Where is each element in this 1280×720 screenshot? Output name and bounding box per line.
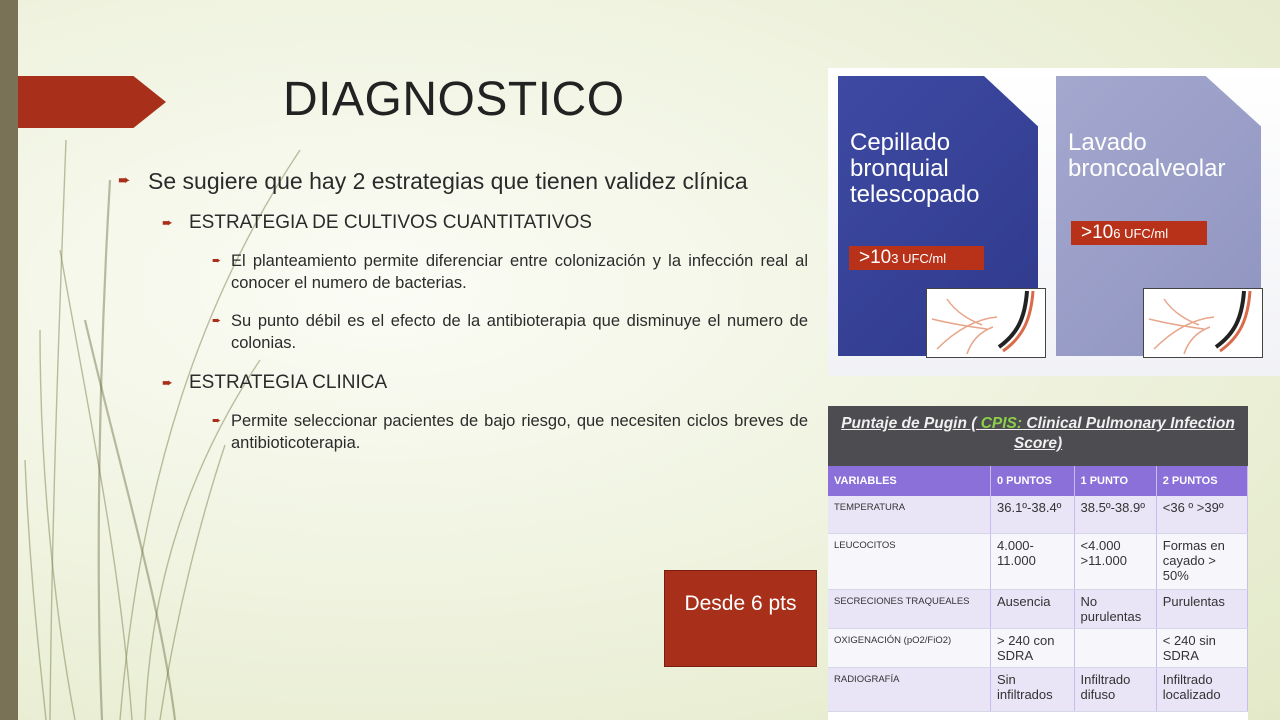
cpis-title-part: Puntaje de Pugin ( [841,415,981,432]
table-cell: TEMPERATURA [828,496,991,533]
left-accent-bar [0,0,18,720]
table-row [828,496,1248,533]
table-cell: Infiltrado localizado [1156,667,1247,711]
brushing-title: Cepillado bronquial telescopado [850,129,980,208]
slide-title: DIAGNOSTICO [283,73,625,126]
tag-unit: 6 UFC/ml [1113,226,1169,241]
bullet-arrow-icon: ➨ [212,255,222,267]
bullet-level2 [162,210,808,236]
table-row [828,667,1248,711]
bullet-text: ESTRATEGIA CLINICA [189,372,388,393]
table-cell: < 240 sin SDRA [1156,628,1247,667]
table-cell: 38.5º-38.9º [1074,496,1156,533]
tag-main: >10 [1081,222,1114,243]
table-cell: <36 º >39º [1156,496,1247,533]
title-arrow-shape [18,76,166,128]
cpis-table-image [828,406,1248,720]
table-cell: RADIOGRAFÍA [828,667,991,711]
bullet-text: Permite seleccionar pacientes de bajo riesgo, que necesiten ciclos breves de antibioticoterapia. [231,412,808,452]
lavage-title: Lavado broncoalveolar [1068,129,1226,182]
table-cell: LEUCOCITOS [828,533,991,589]
column-header: 2 PUNTOS [1156,466,1247,496]
cpis-title-acronym: CPIS: [980,415,1023,432]
bullet-level2 [162,370,808,396]
bullet-arrow-icon: ➨ [212,415,222,427]
table-cell: Sin infiltrados [991,667,1075,711]
bullet-text: El planteamiento permite diferenciar entre colonización y la infección real al conocer el numero de bacterias. [231,252,808,292]
table-cell: 4.000-11.000 [991,533,1075,589]
tag-unit: 3 UFC/ml [891,251,947,266]
bullet-text: Su punto débil es el efecto de la antibioterapia que disminuye el numero de colonias. [231,312,808,352]
bronchi-illustration-icon [1143,288,1263,358]
table-cell: OXIGENACIÓN (pO2/FiO2) [828,628,991,667]
lavage-threshold-tag [1071,221,1207,245]
tag-main: >10 [859,247,892,268]
table-cell: Infiltrado difuso [1074,667,1156,711]
table-cell: > 240 con SDRA [991,628,1075,667]
table-row [828,628,1248,667]
table-header-row [828,466,1248,496]
bullet-level3 [212,250,808,294]
table-cell: SECRECIONES TRAQUEALES [828,589,991,628]
sampling-methods-image [828,68,1280,376]
table-cell: Ausencia [991,589,1075,628]
bullet-text: Se sugiere que hay 2 estrategias que tienen validez clínica [148,168,748,194]
bullet-arrow-icon: ➨ [162,375,173,390]
bullet-level1 [118,166,808,196]
cpis-title [828,406,1248,466]
bullet-level3 [212,310,808,354]
cpis-title-part: Clinical Pulmonary Infection Score) [1013,415,1235,452]
table-cell: No purulentas [1074,589,1156,628]
table-row [828,589,1248,628]
column-header: VARIABLES [828,466,991,496]
table-cell [1074,628,1156,667]
table-cell: Purulentas [1156,589,1247,628]
bullet-level3 [212,410,808,454]
bullet-list [118,166,808,470]
bullet-arrow-icon: ➨ [212,315,222,327]
score-threshold-box: Desde 6 pts [664,570,817,667]
table-cell: 36.1º-38.4º [991,496,1075,533]
cpis-table [828,466,1248,712]
table-row [828,533,1248,589]
table-cell: <4.000 >11.000 [1074,533,1156,589]
bullet-arrow-icon: ➨ [118,172,131,189]
bronchi-illustration-icon [926,288,1046,358]
column-header: 1 PUNTO [1074,466,1156,496]
brushing-threshold-tag [849,246,984,270]
table-cell: Formas en cayado > 50% [1156,533,1247,589]
column-header: 0 PUNTOS [991,466,1075,496]
bullet-arrow-icon: ➨ [162,215,173,230]
bullet-text: ESTRATEGIA DE CULTIVOS CUANTITATIVOS [189,212,592,233]
